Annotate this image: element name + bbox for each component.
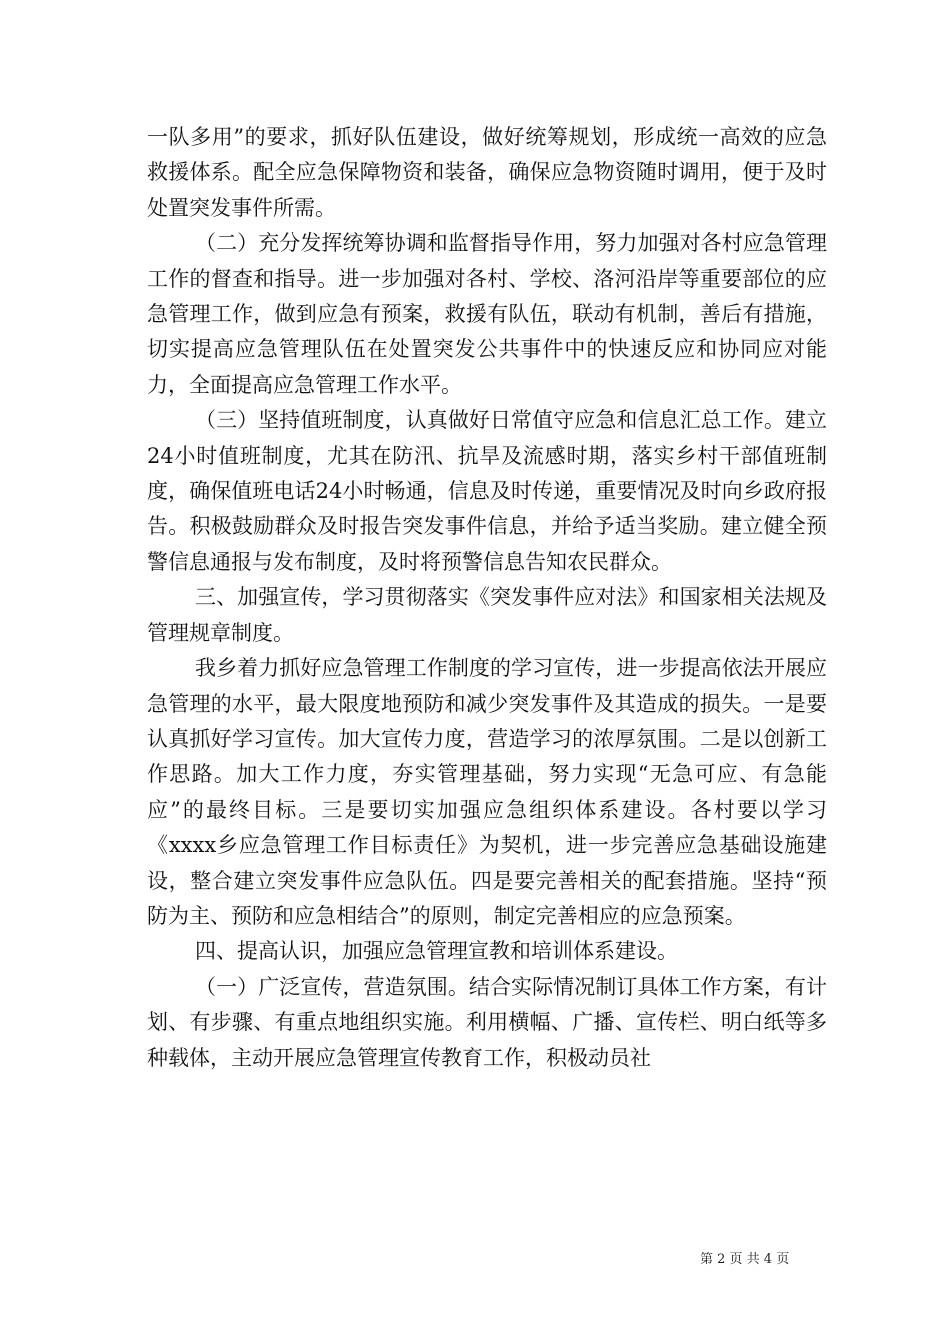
paragraph-item-2: （二）充分发挥统筹协调和监督指导作用，努力加强对各村应急管理工作的督查和指导。进一步加强对各村、学校、洛河沿岸等重要部位的应急管理工作，做到应急有预案，救援有队伍，联动有机制，善后有措施，切实提高应急管理队伍在处置突发公共事件中的快速反应和协同应对能力，全面提高应急管理工作水平。 [147,231,827,397]
paragraph-item-3: （三）坚持值班制度，认真做好日常值守应急和信息汇总工作。建立24小时值班制度，尤其在防汛、抗旱及流感时期，落实乡村干部值班制度，确保值班电话24小时畅通，信息及时传递，重要情况及时向乡政府报告。积极鼓励群众及时报告突发事件信息，并给予适当奖励。建立健全预警信息通报与发布制度，及时将预警信息告知农民群众。 [147,408,827,574]
document-body [147,120,827,1076]
paragraph-section-4-item-1: （一）广泛宣传，营造氛围。结合实际情况制订具体工作方案，有计划、有步骤、有重点地组织实施。利用横幅、广播、宣传栏、明白纸等多种载体，主动开展应急管理宣传教育工作，积极动员社 [147,974,827,1070]
page-number-footer: 第 2 页 共 4 页 [700,1252,790,1267]
section-heading-3: 三、加强宣传，学习贯彻落实《突发事件应对法》和国家相关法规及管理规章制度。 [147,585,827,645]
paragraph-continuation: 一队多用”的要求，抓好队伍建设，做好统筹规划，形成统一高效的应急救援体系。配全应急保障物资和装备，确保应急物资随时调用，便于及时处置突发事件所需。 [147,125,827,220]
paragraph-section-3-body: 我乡着力抓好应急管理工作制度的学习宣传，进一步提高依法开展应急管理的水平，最大限度地预防和减少突发事件及其造成的损失。一是要认真抓好学习宣传。加大宣传力度，营造学习的浓厚氛围。二是以创新工作思路。加大工作力度，夯实管理基础，努力实现“无急可应、有急能应”的最终目标。三是要切实加强应急组织体系建设。各村要以学习《xxxx乡应急管理工作目标责任》为契机，进一步完善应急基础设施建设，整合建立突发事件应急队伍。四是要完善相关的配套措施。坚持“预防为主、预防和应急相结合”的原则，制定完善相应的应急预案。 [147,656,827,928]
section-heading-4: 四、提高认识，加强应急管理宣教和培训体系建设。 [195,939,678,964]
